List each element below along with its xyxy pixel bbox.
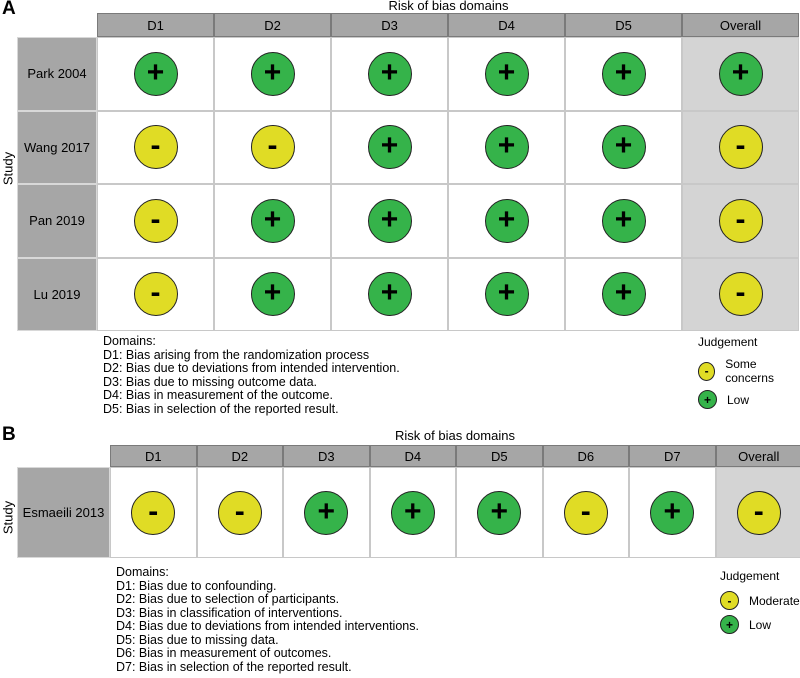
panel-a-domain-5: D5: Bias in selection of the reported result.	[103, 401, 339, 416]
panel-a-domain-4: D4: Bias in measurement of the outcome.	[103, 388, 333, 402]
panel-a-legend-label-low: Low	[727, 392, 750, 407]
column-header-d5: D5	[456, 445, 543, 467]
low-risk-icon	[391, 491, 435, 535]
some-concerns-icon	[134, 272, 178, 316]
low-risk-icon	[477, 491, 521, 535]
judgement-symbol: -	[150, 129, 161, 163]
column-header-overall: Overall	[682, 13, 799, 37]
column-header-overall: Overall	[716, 445, 800, 467]
judgement-cell	[543, 467, 630, 558]
panel-a-domain-3: D3: Bias due to missing outcome data.	[103, 374, 318, 389]
judgement-cell	[97, 184, 214, 258]
panel-b-domain-1: D1: Bias due to confounding.	[116, 578, 277, 593]
low-risk-icon	[485, 52, 529, 96]
panel-a-legend-item-some	[698, 357, 800, 385]
judgement-cell	[565, 37, 682, 111]
judgement-symbol: +	[497, 129, 516, 163]
judgement-symbol: +	[263, 55, 282, 89]
panel-b-legend-item-low	[720, 615, 800, 634]
judgement-symbol: +	[497, 276, 516, 310]
judgement-cell	[448, 258, 565, 332]
judgement-cell	[331, 111, 448, 185]
judgement-symbol: +	[663, 494, 682, 528]
moderate-icon	[737, 491, 781, 535]
judgement-cell	[197, 467, 284, 558]
column-header-d2: D2	[197, 445, 284, 467]
low-risk-icon	[602, 199, 646, 243]
judgement-cell	[97, 258, 214, 332]
panel-a-legend-label-some: Some concerns	[725, 357, 774, 385]
judgement-symbol: +	[380, 276, 399, 310]
study-label: Esmaeili 2013	[17, 467, 110, 558]
panel-b-study-axis: Study	[0, 500, 16, 535]
judgement-cell	[97, 37, 214, 111]
judgement-cell	[448, 111, 565, 185]
judgement-cell	[682, 184, 799, 258]
low-risk-icon: +	[720, 615, 739, 634]
judgement-cell	[214, 111, 331, 185]
panel-b-legend-item-moderate	[720, 591, 800, 610]
column-header-d1: D1	[97, 13, 214, 37]
moderate-icon: -	[720, 591, 739, 610]
panel-b-legend	[720, 569, 800, 639]
column-header-d6: D6	[543, 445, 630, 467]
judgement-symbol: -	[735, 276, 746, 310]
judgement-symbol: -	[580, 494, 591, 528]
judgement-symbol: -	[735, 129, 746, 163]
judgement-symbol: +	[380, 129, 399, 163]
panel-b-domain-4: D4: Bias due to deviations from intended interventions.	[116, 619, 419, 633]
judgement-cell	[456, 467, 543, 558]
judgement-cell	[716, 467, 800, 558]
judgement-cell	[682, 111, 799, 185]
judgement-symbol: -	[735, 202, 746, 236]
judgement-cell	[629, 467, 716, 558]
low-risk-icon	[134, 52, 178, 96]
some-concerns-icon	[134, 199, 178, 243]
low-risk-icon	[485, 125, 529, 169]
low-risk-icon	[304, 491, 348, 535]
judgement-symbol: +	[614, 55, 633, 89]
panel-b-domain-5: D5: Bias due to missing data.	[116, 632, 279, 647]
judgement-cell	[370, 467, 457, 558]
study-label: Lu 2019	[17, 258, 97, 332]
column-header-d2: D2	[214, 13, 331, 37]
judgement-cell	[214, 37, 331, 111]
some-concerns-icon	[134, 125, 178, 169]
panel-a-letter: A	[2, 0, 16, 19]
low-risk-icon	[368, 272, 412, 316]
judgement-cell	[565, 184, 682, 258]
panel-a-legend-item-low	[698, 390, 800, 409]
low-risk-icon	[719, 52, 763, 96]
panel-a-axis-title: Risk of bias domains	[388, 0, 509, 13]
panel-a-legend-title: Judgement	[698, 335, 758, 349]
judgement-cell	[565, 258, 682, 332]
moderate-icon	[564, 491, 608, 535]
moderate-icon	[218, 491, 262, 535]
judgement-symbol: +	[490, 494, 509, 528]
judgement-symbol: -	[234, 494, 245, 528]
judgement-symbol: +	[403, 494, 422, 528]
judgement-cell	[331, 258, 448, 332]
low-risk-icon: +	[698, 390, 717, 409]
column-header-d7: D7	[629, 445, 716, 467]
judgement-cell	[682, 258, 799, 332]
judgement-symbol: +	[497, 55, 516, 89]
moderate-icon	[131, 491, 175, 535]
panel-b-domain-7: D7: Bias in selection of the reported result.	[116, 659, 352, 674]
some-concerns-icon	[719, 199, 763, 243]
judgement-symbol: -	[148, 494, 159, 528]
judgement-symbol: -	[150, 202, 161, 236]
column-header-d4: D4	[370, 445, 457, 467]
judgement-symbol: +	[263, 202, 282, 236]
judgement-symbol: +	[317, 494, 336, 528]
low-risk-icon	[251, 199, 295, 243]
judgement-symbol: +	[614, 129, 633, 163]
some-concerns-icon	[251, 125, 295, 169]
judgement-cell	[110, 467, 197, 558]
panel-b-legend-label-moderate: Moderate	[749, 593, 800, 608]
judgement-symbol: +	[614, 202, 633, 236]
judgement-cell	[565, 111, 682, 185]
judgement-symbol: -	[267, 129, 278, 163]
low-risk-icon	[251, 272, 295, 316]
judgement-cell	[283, 467, 370, 558]
judgement-cell	[214, 184, 331, 258]
panel-a-domain-1: D1: Bias arising from the randomization process	[103, 347, 370, 362]
judgement-symbol: +	[263, 276, 282, 310]
panel-b-legend-label-low: Low	[749, 617, 772, 632]
judgement-symbol: +	[731, 55, 750, 89]
panel-a-domain-2: D2: Bias due to deviations from intended intervention.	[103, 361, 400, 375]
judgement-symbol: +	[614, 276, 633, 310]
panel-b-domain-6: D6: Bias in measurement of outcomes.	[116, 646, 332, 660]
judgement-symbol: -	[753, 494, 764, 528]
study-label: Park 2004	[17, 37, 97, 111]
low-risk-icon	[368, 199, 412, 243]
panel-b-domain-3: D3: Bias in classification of interventions.	[116, 605, 343, 620]
judgement-cell	[331, 184, 448, 258]
judgement-cell	[97, 111, 214, 185]
judgement-symbol: +	[146, 55, 165, 89]
low-risk-icon	[650, 491, 694, 535]
panel-b-letter: B	[2, 424, 16, 445]
panel-a-domains-title: Domains:	[103, 334, 156, 348]
column-header-d3: D3	[283, 445, 370, 467]
panel-b-legend-title: Judgement	[720, 569, 780, 583]
judgement-symbol: +	[380, 55, 399, 89]
some-concerns-icon: -	[698, 362, 715, 381]
study-label: Pan 2019	[17, 184, 97, 258]
panel-b-domain-2: D2: Bias due to selection of participants.	[116, 592, 340, 606]
judgement-cell	[448, 184, 565, 258]
low-risk-icon	[368, 125, 412, 169]
panel-a-study-axis: Study	[0, 151, 16, 186]
low-risk-icon	[368, 52, 412, 96]
judgement-symbol: +	[380, 202, 399, 236]
judgement-cell	[331, 37, 448, 111]
column-header-d3: D3	[331, 13, 448, 37]
low-risk-icon	[251, 52, 295, 96]
column-header-d1: D1	[110, 445, 197, 467]
column-header-d5: D5	[565, 13, 682, 37]
low-risk-icon	[485, 199, 529, 243]
panel-a-domains	[103, 335, 400, 416]
judgement-cell	[214, 258, 331, 332]
panel-b-domains	[116, 566, 419, 674]
judgement-cell	[682, 37, 799, 111]
some-concerns-icon	[719, 125, 763, 169]
panel-b-domains-title: Domains:	[116, 565, 169, 579]
judgement-cell	[448, 37, 565, 111]
some-concerns-icon	[719, 272, 763, 316]
low-risk-icon	[602, 52, 646, 96]
judgement-symbol: -	[150, 276, 161, 310]
judgement-symbol: +	[497, 202, 516, 236]
low-risk-icon	[485, 272, 529, 316]
low-risk-icon	[602, 272, 646, 316]
panel-a-legend	[698, 335, 800, 414]
study-label: Wang 2017	[17, 111, 97, 185]
panel-b-axis-title: Risk of bias domains	[395, 428, 515, 443]
column-header-d4: D4	[448, 13, 565, 37]
low-risk-icon	[602, 125, 646, 169]
